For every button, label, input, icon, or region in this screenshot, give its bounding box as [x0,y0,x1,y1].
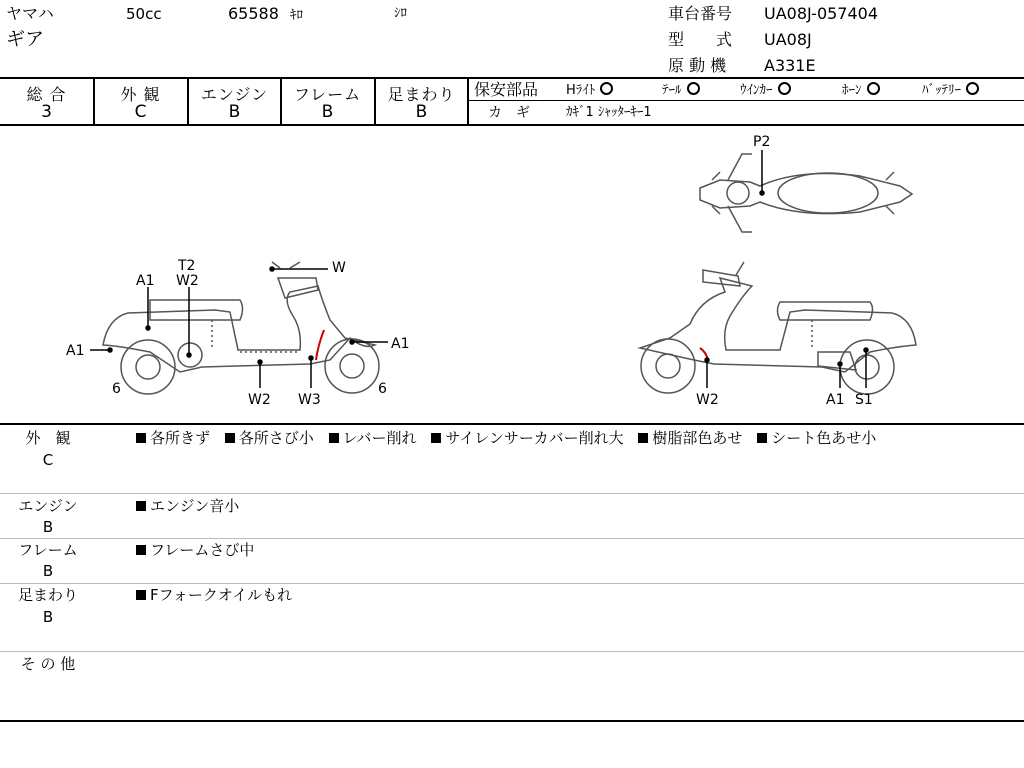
divider [0,720,1024,722]
section-items [136,539,264,561]
safety-item-label: ｳｲﾝｶｰ [740,83,773,98]
diagram-label: 6 [112,381,121,397]
divider [0,423,1024,425]
safety-item-tail [662,82,700,97]
diagram-label: W [332,260,346,276]
key-value: ｶｷﾞ1 ｼｬｯﾀｰｷｰ1 [566,105,652,120]
crack-mark [316,330,324,360]
section-items [136,584,302,606]
safety-item-label: ﾎｰﾝ [842,83,862,98]
bullet-square-icon [136,590,146,600]
ok-circle-icon [778,82,791,95]
section-grade: B [42,562,54,580]
grade-header-suspension: 足まわり [387,85,456,104]
engine-label: 原 動 機 [668,56,727,75]
scooter-right-side [640,262,916,394]
list-item: エンジン音小 [136,497,239,515]
maker: ヤマハ [6,4,54,23]
section-grade: B [42,608,54,626]
divider [0,651,1024,652]
safety-item-headlight [566,82,613,97]
list-item: 各所きず [136,429,210,447]
section-title: 外 観 [25,429,71,447]
frame-no: UA08J-057404 [764,4,879,23]
diagram-label: A1 [66,343,85,359]
scooter-top-view [700,154,912,232]
grade-value-suspension: B [415,102,428,122]
mileage-unit: ｷﾛ [290,8,303,23]
section-items [136,495,249,517]
bullet-square-icon [225,433,235,443]
safety-item-winker [740,82,791,97]
section-title: そ の 他 [20,655,76,673]
diagram-label: W2 [176,273,199,289]
list-item: Fフォークオイルもれ [136,586,292,604]
section-items [136,427,1016,449]
diagram-label: W2 [248,392,271,408]
diagram-label: T2 [178,258,196,274]
diagram-label: 6 [378,381,387,397]
grade-header-frame: フレーム [293,85,362,104]
ok-circle-icon [867,82,880,95]
grade-value-frame: B [321,102,334,122]
model-name: ギア [6,28,45,50]
grade-value-total: 3 [41,102,52,122]
diagram-label: P2 [753,134,771,150]
section-title: エンジン [18,497,78,515]
bullet-square-icon [136,545,146,555]
divider [468,100,1024,101]
bullet-square-icon [329,433,339,443]
section-title: フレーム [18,541,78,559]
displacement: 50cc [126,5,162,23]
list-item: レバー削れ [329,429,417,447]
ok-circle-icon [966,82,979,95]
diagram-label: A1 [136,273,155,289]
bullet-square-icon [136,433,146,443]
divider [0,77,1024,79]
diagram-label: A1 [826,392,845,408]
mileage [228,6,303,22]
ok-circle-icon [687,82,700,95]
diagram-label: W2 [696,392,719,408]
safety-item-label: ﾊﾞｯﾃﾘｰ [922,83,961,98]
engine-value: A331E [764,56,816,75]
mileage-value: 65588 [228,4,279,23]
grade-header-total: 総 合 [26,85,67,104]
damage-diagram [0,125,1024,423]
key-label: カ ギ [488,105,530,121]
list-item: フレームさび中 [136,541,254,559]
list-item: サイレンサーカバー削れ大 [431,429,623,447]
safety-item-label: ﾃｰﾙ [662,83,682,98]
grade-header-engine: エンジン [200,85,269,104]
grade-value-exterior: C [134,102,147,122]
frame-no-label: 車台番号 [668,4,733,23]
bullet-square-icon [431,433,441,443]
bullet-square-icon [757,433,767,443]
section-grade: B [42,518,54,536]
safety-item-label: Hﾗｲﾄ [566,83,596,98]
color: ｼﾛ [394,6,407,21]
list-item: シート色あせ小 [757,429,876,447]
ok-circle-icon [600,82,613,95]
section-title: 足まわり [17,586,78,604]
divider [0,493,1024,494]
grade-value-engine: B [228,102,241,122]
safety-item-horn [842,82,880,97]
safety-item-battery [922,82,979,97]
bullet-square-icon [638,433,648,443]
safety-label: 保安部品 [474,80,539,99]
section-grade: C [42,451,54,469]
type-label: 型 式 [668,30,733,49]
type-value: UA08J [764,30,812,49]
diagram-label: W3 [298,392,321,408]
grade-header-exterior: 外 観 [120,85,161,104]
list-item: 樹脂部色あせ [638,429,742,447]
diagram-label: S1 [855,392,873,408]
bullet-square-icon [136,501,146,511]
list-item: 各所さび小 [225,429,314,447]
diagram-label: A1 [391,336,410,352]
